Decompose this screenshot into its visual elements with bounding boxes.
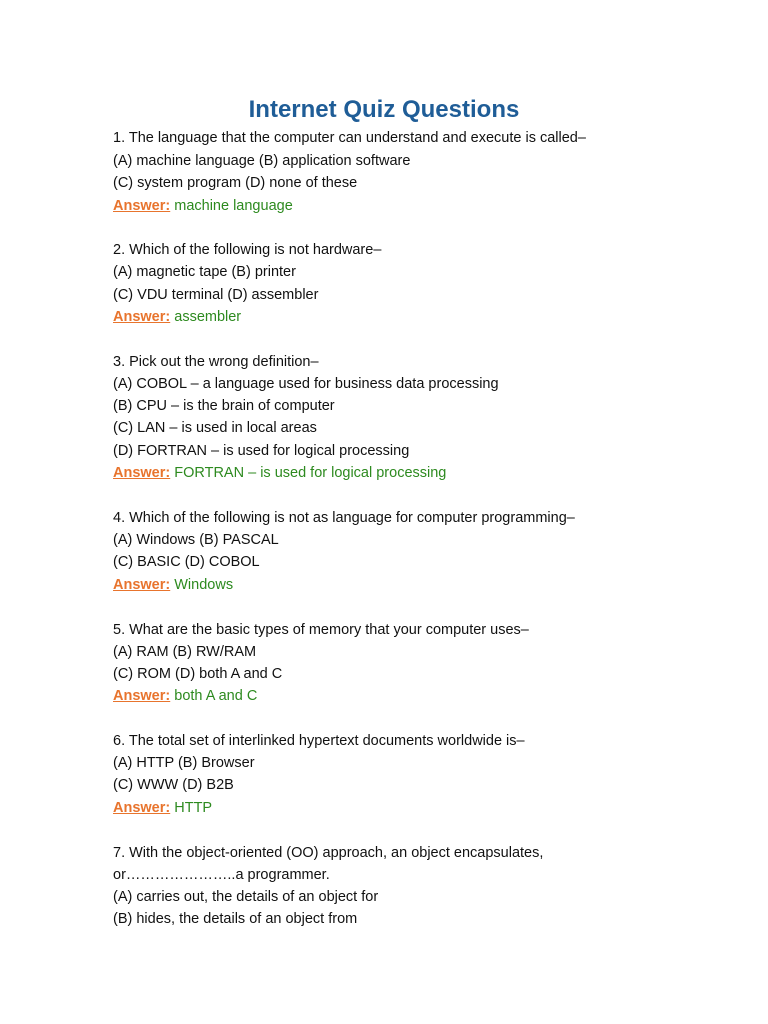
question-6-option-2: (C) WWW (D) B2B bbox=[113, 777, 234, 793]
question-6: 6. The total set of interlinked hypertext documents worldwide is– bbox=[113, 733, 525, 749]
question-1: 1. The language that the computer can understand and execute is called– bbox=[113, 130, 586, 146]
page-title: Internet Quiz Questions bbox=[248, 96, 520, 123]
answer-text: Windows bbox=[174, 577, 234, 593]
question-1-option-1: (A) machine language (B) application software bbox=[113, 153, 411, 169]
question-3-option-4: (D) FORTRAN – is used for logical processing bbox=[113, 443, 410, 459]
question-5-option-2: (C) ROM (D) both A and C bbox=[113, 666, 283, 682]
question-3: 3. Pick out the wrong definition– bbox=[113, 354, 319, 370]
answer-text: both A and C bbox=[174, 688, 258, 704]
answer-label: Answer: bbox=[113, 198, 171, 214]
question-5-option-1: (A) RAM (B) RW/RAM bbox=[113, 644, 257, 660]
answer-label: Answer: bbox=[113, 309, 171, 325]
question-3-option-2: (B) CPU – is the brain of computer bbox=[113, 398, 335, 414]
answer-text: machine language bbox=[174, 198, 293, 214]
answer-label: Answer: bbox=[113, 465, 171, 481]
question-6-option-1: (A) HTTP (B) Browser bbox=[113, 755, 255, 771]
question-4: 4. Which of the following is not as language for computer programming– bbox=[113, 510, 575, 526]
question-3-answer bbox=[113, 463, 446, 483]
question-1-option-2: (C) system program (D) none of these bbox=[113, 175, 358, 191]
question-3-option-3: (C) LAN – is used in local areas bbox=[113, 420, 317, 436]
question-2-answer bbox=[113, 307, 241, 327]
question-7-line-1: 7. With the object-oriented (OO) approach, an object encapsulates, bbox=[113, 845, 544, 861]
question-1-answer bbox=[113, 196, 293, 216]
question-7-option-2: (B) hides, the details of an object from bbox=[113, 911, 358, 927]
question-5-answer bbox=[113, 686, 257, 706]
question-4-option-2: (C) BASIC (D) COBOL bbox=[113, 554, 260, 570]
answer-label: Answer: bbox=[113, 688, 171, 704]
question-2-option-1: (A) magnetic tape (B) printer bbox=[113, 264, 296, 280]
question-4-option-1: (A) Windows (B) PASCAL bbox=[113, 532, 279, 548]
answer-text: assembler bbox=[174, 309, 242, 325]
question-7-line-2: or…………………..a programmer. bbox=[113, 867, 330, 883]
answer-text: FORTRAN – is used for logical processing bbox=[174, 465, 447, 481]
question-6-answer bbox=[113, 798, 212, 818]
question-2: 2. Which of the following is not hardware– bbox=[113, 242, 382, 258]
question-3-option-1: (A) COBOL – a language used for business data processing bbox=[113, 376, 499, 392]
question-4-answer bbox=[113, 575, 233, 595]
question-7-option-1: (A) carries out, the details of an object for bbox=[113, 889, 379, 905]
question-2-option-2: (C) VDU terminal (D) assembler bbox=[113, 287, 319, 303]
question-5: 5. What are the basic types of memory that your computer uses– bbox=[113, 622, 529, 638]
answer-text: HTTP bbox=[174, 800, 213, 816]
answer-label: Answer: bbox=[113, 800, 171, 816]
answer-label: Answer: bbox=[113, 577, 171, 593]
